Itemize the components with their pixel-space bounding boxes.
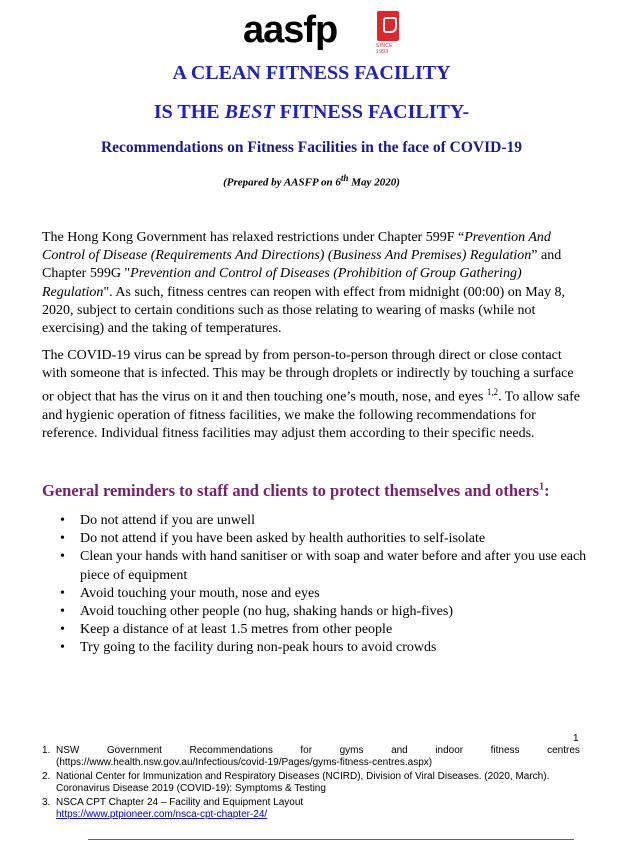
footnote-word: centres: [547, 745, 580, 756]
para1-regulation-599f: Prevention And Control of Disease (Requirements And Directions) (Business And Premises) Regulation: [42, 230, 551, 264]
bullet-icon: •: [60, 622, 65, 638]
logo-text: aasfp: [243, 9, 338, 51]
footer-divider: [88, 839, 574, 840]
bullet-icon: •: [60, 549, 65, 565]
bullet-icon: •: [60, 640, 65, 656]
prepared-pre: (Prepared by AASFP on 6: [223, 176, 341, 189]
footnote-3: [42, 797, 580, 821]
title-line-2: [0, 101, 623, 124]
footnote-3-text: NSCA CPT Chapter 24 – Facility and Equipment Layout: [56, 797, 304, 808]
intro-paragraph: [42, 229, 582, 338]
subtitle: Recommendations on Fitness Facilities in the face of COVID-19: [100, 139, 523, 156]
para2-text-a: The COVID-19 virus can be spread by from person-to-person through direct or close contact with someone that is infected. This may be through droplets or indirectly by touching a surface or object that has the virus on it and then touching one’s mouth, nose, and eyes: [42, 348, 574, 406]
list-item: [60, 585, 590, 603]
logo-emblem-icon: [377, 11, 399, 41]
footnote-2: [42, 771, 580, 795]
footnote-word: indoor: [435, 745, 464, 756]
title-line-2-post: FITNESS FACILITY-: [274, 101, 470, 123]
footnote-1: [42, 745, 580, 769]
footnote-word: and: [391, 745, 408, 756]
footnote-3-link[interactable]: https://www.ptpioneer.com/nsca-cpt-chapter-24/: [56, 809, 268, 820]
para2-footnote-ref: 1,2: [486, 387, 499, 398]
list-item: [60, 512, 590, 530]
list-item: [60, 639, 590, 657]
footnote-number: 1.: [42, 745, 51, 756]
para1-text-e: ". As such, fitness centres can reopen with effect from midnight (00:00) on May 8, 2020, subject to certain conditions such as those relating to wearing of masks (while not exercising) and the taking of temperatures.: [42, 284, 565, 337]
heading-colon: :: [544, 481, 550, 500]
list-item: [60, 621, 590, 639]
footnote-word: NSW: [56, 745, 80, 756]
footnote-1-line-1: [56, 745, 580, 757]
para2-text-b: . To allow safe and hygienic operation of fitness facilities, we make the following recommendations for reference. Individual fitness facilities may adjust them according to their specific needs.: [42, 390, 581, 442]
footnote-1-url: (https://www.health.nsw.gov.au/Infectious/covid-19/Pages/gyms-fitness-centres.aspx): [56, 757, 433, 768]
para1-text-c: ” and Chapter 599G ": [42, 248, 562, 282]
bullet-icon: •: [60, 513, 65, 528]
para1-regulation-599g: Prevention and Control of Diseases (Prohibition of Group Gathering) Regulation: [42, 266, 522, 300]
list-item-text: Keep a distance of at least 1.5 metres from other people: [80, 622, 393, 638]
footnote-word: for: [300, 745, 313, 756]
title-line-2-emphasis: BEST: [224, 101, 275, 123]
footnote-word: gyms: [339, 745, 364, 756]
covid-spread-paragraph: [42, 347, 582, 444]
aasfp-logo: [243, 9, 393, 55]
list-item: [60, 603, 590, 621]
list-item-text: Do not attend if you are unwell: [80, 513, 255, 528]
footnote-word: fitness: [490, 745, 520, 756]
heading-text: General reminders to staff and clients to protect themselves and others: [42, 481, 540, 500]
list-item: [60, 548, 590, 584]
footnote-2-text: National Center for Immunization and Respiratory Diseases (NCIRD), Division of Viral Diseases. (2020, March). Coronavirus Disease 2019 (COVID-19): Symptoms & Testing: [56, 771, 550, 794]
logo-since-text: SINCE 1993: [376, 43, 393, 55]
heading-footnote-ref: 1: [539, 481, 545, 493]
list-item-text: Do not attend if you have been asked by health authorities to self-isolate: [80, 531, 486, 547]
reminders-list: [60, 512, 590, 658]
footnote-word: Government: [106, 745, 162, 756]
page-number: 1: [573, 733, 579, 744]
list-item-text: Avoid touching your mouth, nose and eyes: [80, 585, 320, 601]
para1-text-a: The Hong Kong Government has relaxed restrictions under Chapter 599F “: [42, 230, 465, 245]
list-item: [60, 530, 590, 548]
list-item-text: Clean your hands with hand sanitiser or with soap and water before and after you use each piece of equipment: [80, 549, 587, 583]
list-item-text: Try going to the facility during non-peak hours to avoid crowds: [80, 640, 437, 656]
prepared-post: May 2020): [348, 176, 400, 189]
bullet-icon: •: [60, 585, 65, 601]
title-line-2-pre: IS THE: [153, 101, 225, 123]
bullet-icon: •: [60, 531, 65, 547]
general-reminders-heading: [42, 481, 550, 501]
list-item-text: Avoid touching other people (no hug, shaking hands or high-fives): [80, 604, 454, 620]
title-line-1: A CLEAN FITNESS FACILITY: [172, 62, 451, 84]
prepared-sup: th: [340, 173, 349, 183]
footnote-number: 3.: [42, 797, 51, 808]
bullet-icon: •: [60, 604, 65, 620]
footnote-number: 2.: [42, 771, 51, 782]
footnote-word: Recommendations: [189, 745, 273, 756]
prepared-by-note: [0, 173, 623, 189]
